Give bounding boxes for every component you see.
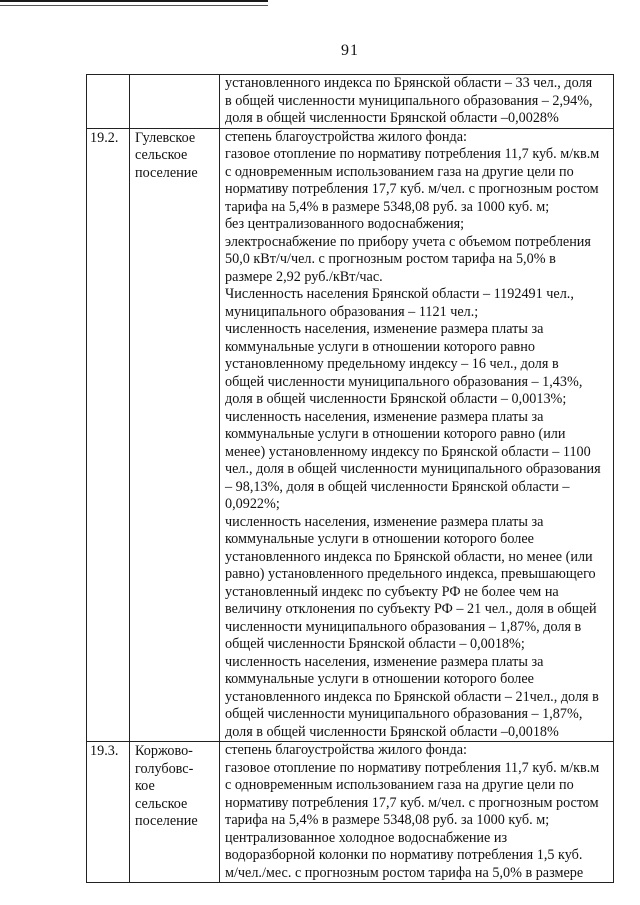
scan-edge-line [0,5,268,6]
description-line: 0,0922%; [225,496,280,512]
description-line: в общей численности муниципального образования – 2,94%, [225,92,593,109]
description-line: величину отклонения по субъекту РФ – 21 чел., доля в общей [225,601,597,617]
description-line: – 98,13%, доля в общей численности Брянской области – [225,478,570,495]
description-line: коммунальные услуги в отношении которого более [225,531,534,547]
description-line: доля в общей численности Брянской области –0,0028% [225,110,559,126]
description-cell [220,128,614,742]
description-line: численность населения, изменение размера платы за [225,321,544,337]
description-line: установленного индекса по Брянской области – 21чел., доля в [225,688,599,705]
settlement-name-line: поселение [135,164,198,181]
description-line: с одновременным использованием газа на другие цели по [225,163,574,180]
settlement-name-cell [130,75,220,129]
description-line: нормативу потребления 17,7 куб. м/чел. с прогнозным ростом [225,181,599,197]
description-line: степень благоустройства жилого фонда: [225,742,467,758]
description-line: м/чел./мес. с прогнозным ростом тарифа на 5,0% в размере [225,864,584,881]
description-line: чел., доля в общей численности муниципального образования [225,461,601,477]
table-row [87,128,614,742]
description-line: менее) установленному индексу по Брянской области – 1100 [225,443,591,460]
settlement-name-line: сельское [135,795,188,812]
description-line: степень благоустройства жилого фонда: [225,128,467,145]
settlement-name-cell [130,742,220,883]
settlement-name-line: голубовс- [135,760,194,777]
settlement-name-line: поселение [135,813,198,829]
scan-edge-line [0,0,268,2]
table-row [87,742,614,883]
description-line: коммунальные услуги в отношении которого равно (или [225,426,566,442]
description-line: размере 2,92 руб./кВт/час. [225,268,383,285]
description-line: нормативу потребления 17,7 куб. м/чел. с прогнозным ростом [225,794,599,811]
description-line: централизованное холодное водоснабжение из [225,829,508,846]
description-line: общей численности муниципального образования – 1,87%, [225,706,583,722]
description-line: Численность населения Брянской области – 1192491 чел., [225,286,574,302]
description-line: установленного индекса по Брянской области – 33 чел., доля [225,75,593,91]
description-line: муниципального образования – 1121 чел.; [225,303,479,320]
description-line: общей численности Брянской области – 0,0018%; [225,636,525,652]
description-line: численности муниципального образования – 1,87%, доля в [225,618,582,635]
settlement-name-line: сельское [135,147,188,163]
description-line: численность населения, изменение размера платы за [225,653,544,670]
row-number: 19.2. [87,128,130,742]
description-line: равно) установленного предельного индекса, превышающего [225,566,596,582]
description-line: установленному предельному индексу – 16 чел., доля в [225,356,559,372]
settlement-name-cell [130,128,220,742]
description-line: численность населения, изменение размера платы за [225,408,544,425]
description-line: доля в общей численности Брянской области – 0,0013%; [225,391,567,407]
description-line: коммунальные услуги в отношении которого равно [225,338,535,355]
description-line: тарифа на 5,4% в размере 5348,08 руб. за 1000 куб. м; [225,812,550,828]
settlement-name-line: Коржово- [135,743,193,759]
description-line: установленный индекс по субъекту РФ не более чем на [225,583,559,600]
page-number: 91 [341,42,359,59]
description-line: без централизованного водоснабжения; [225,216,465,232]
settlement-name-line: кое [135,778,155,794]
description-line: водоразборной колонки по нормативу потребления 1,5 куб. [225,847,583,863]
description-line: с одновременным использованием газа на другие цели по [225,777,574,793]
settlement-name-line: Гулевское [135,129,196,146]
row-number [87,75,130,129]
description-line: доля в общей численности Брянской области –0,0018% [225,723,559,740]
description-cell [220,742,614,883]
description-cell [220,75,614,129]
table-row [87,75,614,129]
description-line: тарифа на 5,4% в размере 5348,08 руб. за 1000 куб. м; [225,198,550,215]
description-line: электроснабжение по прибору учета с объемом потребления [225,233,591,250]
description-line: газовое отопление по нормативу потребления 11,7 куб. м/кв.м [225,146,600,162]
description-line: численность населения, изменение размера платы за [225,513,544,530]
description-line: коммунальные услуги в отношении которого более [225,671,534,687]
row-number: 19.3. [87,742,130,883]
description-line: газовое отопление по нормативу потребления 11,7 куб. м/кв.м [225,759,600,776]
description-line: 50,0 кВт/ч/чел. с прогнозным ростом тарифа на 5,0% в [225,251,556,267]
description-line: общей численности муниципального образования – 1,43%, [225,373,583,390]
municipal-table [86,74,614,883]
description-line: установленного индекса по Брянской области, но менее (или [225,548,593,565]
